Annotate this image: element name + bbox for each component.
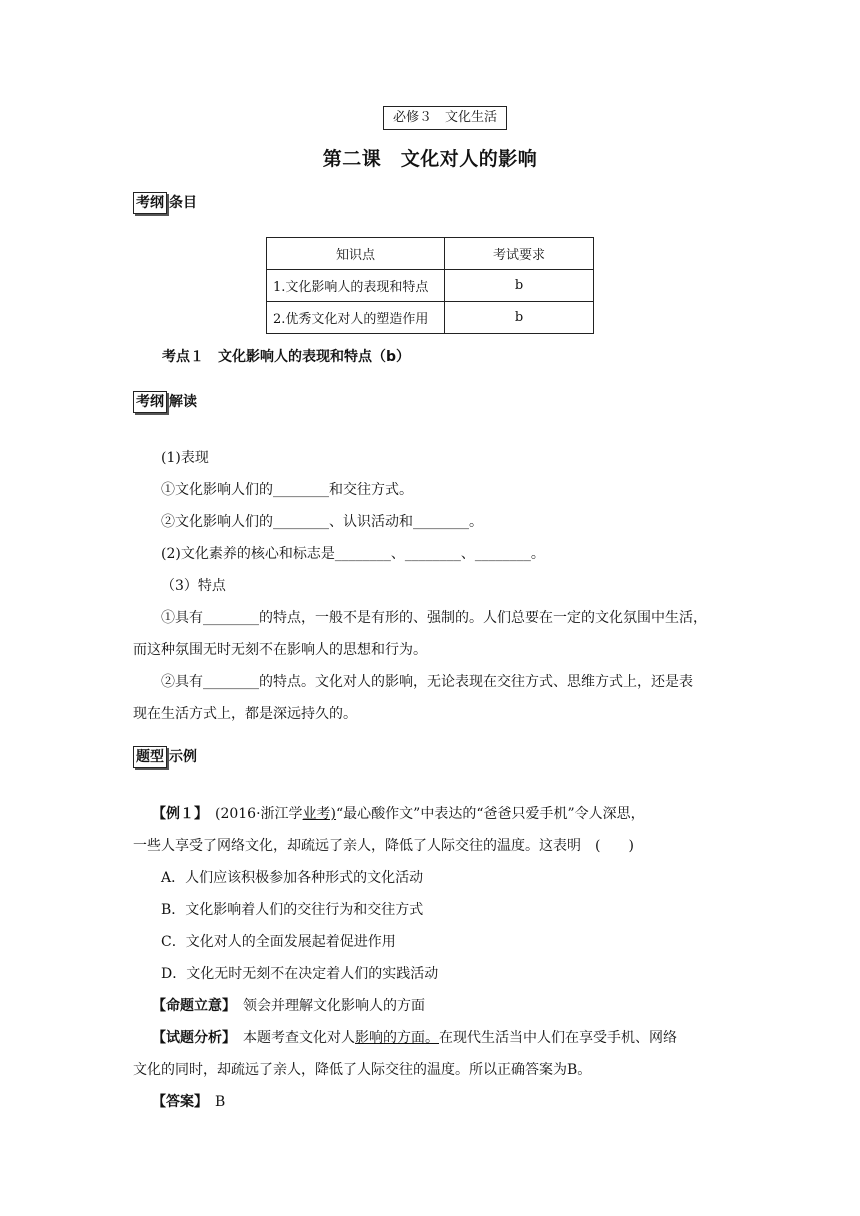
example-question-rest: 酸作文”中表达的“爸爸只爱手机”令人深思， [371, 806, 645, 822]
section-examples-box: 题型 [133, 746, 167, 768]
table-header-row [267, 238, 594, 270]
intent-line [152, 995, 425, 1015]
answer-label: 【答案】 [152, 1094, 201, 1110]
table-header-cell: 知识点 [267, 238, 445, 270]
section-interpret-box: 考纲 [133, 391, 167, 413]
content-line: 而这种氛围无时无刻不在影响人的思想和行为。 [133, 642, 427, 658]
example-label: 【例１】 [152, 806, 201, 822]
answer-text: B [201, 1094, 226, 1110]
content-line: ①具有________的特点，一般不是有形的、强制的。人们总要在一定的文化氛围中生活， [161, 610, 707, 626]
example-question-line2: 一些人享受了网络文化，却疏远了亲人，降低了人际交往的温度。这表明 ( ) [133, 838, 634, 854]
requirements-table [266, 237, 594, 334]
table-row [267, 270, 594, 302]
section-outline-text: 条目 [169, 195, 197, 211]
example-source-pre: (2016·浙江学 [201, 806, 303, 822]
content-line: 现在生活方式上，都是深远持久的。 [133, 706, 357, 722]
kaodian-heading: 考点１ 文化影响人的表现和特点（b） [162, 349, 411, 365]
analysis-line1 [152, 1027, 677, 1047]
content-line: ②具有________的特点。文化对人的影响，无论表现在交往方式、思维方式上，还是表 [161, 674, 693, 690]
table-header-cell: 考试要求 [445, 238, 594, 270]
example-source-mid: “最心 [336, 806, 372, 822]
content-line: ②文化影响人们的________、认识活动和________。 [161, 514, 483, 530]
option-b: B．文化影响着人们的交往行为和交往方式 [161, 902, 424, 918]
option-d: D．文化无时无刻不在决定着人们的实践活动 [161, 966, 439, 982]
content-line: ①文化影响人们的________和交往方式。 [161, 482, 413, 498]
analysis-rest: 在现代生活当中人们在享受手机、网络 [439, 1030, 677, 1046]
intent-label: 【命题立意】 [152, 998, 229, 1014]
content-line: (1)表现 [161, 450, 209, 466]
page-title: 第二课 文化对人的影响 [322, 148, 538, 170]
table-cell: b [445, 302, 594, 334]
content-line: （3）特点 [161, 578, 226, 594]
section-outline-box: 考纲 [133, 192, 167, 214]
analysis-underlined: 影响的方面。 [355, 1030, 439, 1046]
analysis-pre: 本题考查文化对人 [229, 1030, 355, 1046]
section-examples-text: 示例 [169, 749, 197, 765]
table-row [267, 302, 594, 334]
answer-line [152, 1091, 225, 1111]
subject-label: 必修３ 文化生活 [383, 106, 507, 130]
section-examples-heading [133, 746, 197, 768]
option-a: A．人们应该积极参加各种形式的文化活动 [161, 870, 424, 886]
example-source-underlined: 业考) [302, 806, 337, 822]
table-cell: 2.优秀文化对人的塑造作用 [267, 302, 445, 334]
analysis-label: 【试题分析】 [152, 1030, 229, 1046]
analysis-line2: 文化的同时，却疏远了亲人，降低了人际交往的温度。所以正确答案为B。 [133, 1062, 592, 1078]
content-line: (2)文化素养的核心和标志是________、________、________。 [161, 546, 545, 562]
section-outline-heading [133, 192, 197, 214]
table-cell: 1.文化影响人的表现和特点 [267, 270, 445, 302]
section-interpret-heading [133, 391, 197, 413]
intent-text: 领会并理解文化影响人的方面 [229, 998, 425, 1014]
table-cell: b [445, 270, 594, 302]
example-question-line1 [152, 803, 645, 823]
section-interpret-text: 解读 [169, 394, 197, 410]
option-c: C．文化对人的全面发展起着促进作用 [161, 934, 396, 950]
